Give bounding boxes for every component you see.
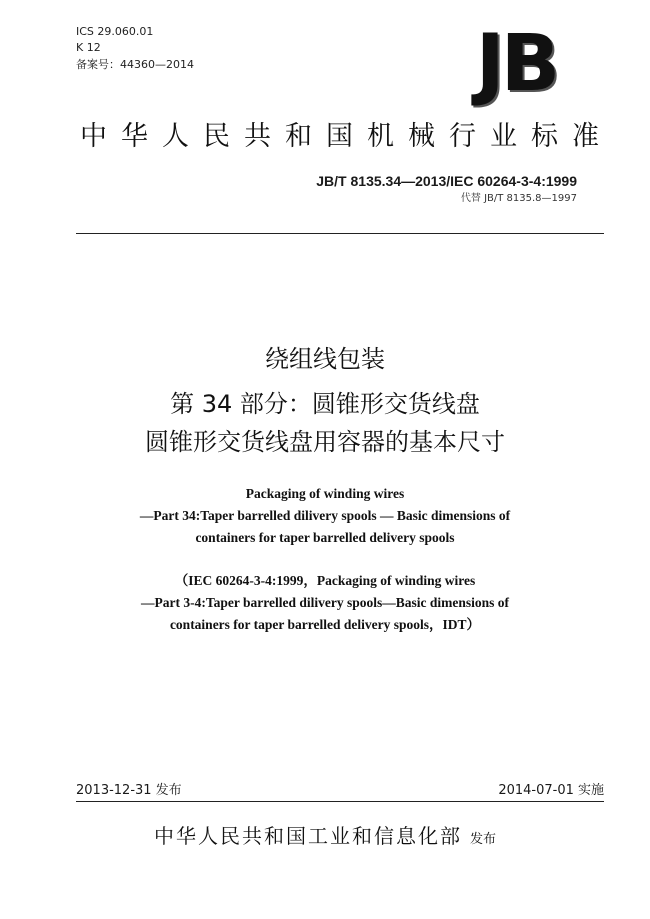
publisher-suffix: 发布 — [469, 832, 496, 847]
jb-logo: JB — [475, 19, 557, 109]
publisher-name: 中华人民共和国工业和信息化部 — [153, 824, 462, 848]
classification-code: K 12 — [76, 41, 101, 54]
top-divider — [76, 233, 604, 234]
title-en-line-1: Packaging of winding wires — [245, 486, 405, 501]
standard-number: JB/T 8135.34—2013/IEC 60264-3-4:1999 — [316, 173, 577, 189]
bottom-divider — [76, 801, 604, 802]
iec-reference-line-2: —Part 3-4:Taper barrelled dilivery spools—Basic dimensions of — [140, 595, 509, 610]
iec-reference-line-3: containers for taper barrelled delivery spools，IDT） — [169, 617, 481, 632]
title-en-line-3: containers for taper barrelled delivery spools — [195, 530, 455, 545]
title-zh-line-1: 绕组线包装 — [265, 345, 385, 373]
issue-date: 2013-12-31 发布 — [76, 783, 182, 798]
replaces-standard: 代替 JB/T 8135.8—1997 — [460, 193, 577, 204]
ics-code: ICS 29.060.01 — [76, 25, 154, 38]
record-number: 备案号：44360—2014 — [76, 58, 194, 71]
title-zh-line-2: 第 34 部分：圆锥形交货线盘 — [170, 390, 480, 418]
title-en-line-2: —Part 34:Taper barrelled dilivery spools — Basic dimensions of — [139, 508, 511, 523]
title-zh-line-3: 圆锥形交货线盘用容器的基本尺寸 — [145, 428, 505, 456]
industry-standard-title: 中华人民共和国机械行业标准 — [80, 121, 613, 152]
iec-reference-line-1: （IEC 60264-3-4:1999，Packaging of winding wires — [174, 573, 476, 588]
implementation-date: 2014-07-01 实施 — [498, 783, 604, 798]
publisher — [0, 820, 650, 849]
